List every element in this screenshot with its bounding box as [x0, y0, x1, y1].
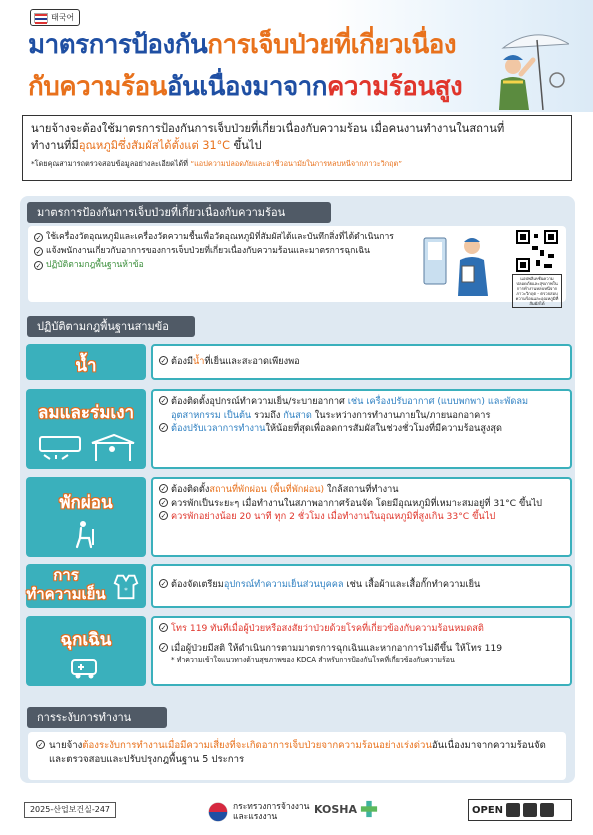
check-icon: ✓ — [160, 643, 167, 652]
license-attribution-icon — [506, 803, 520, 817]
work-suspension-box — [28, 732, 566, 780]
ministry-name: กระทรวงการจ้างงานและแรงงาน — [233, 802, 310, 822]
list-item — [34, 260, 424, 271]
rule-content-rest — [151, 477, 572, 557]
rule-highlight: สถานที่พักผ่อน (พื้นที่พักผ่อน) — [209, 484, 325, 495]
language-tag — [30, 9, 80, 26]
rule-text: เมื่อผู้ป่วยมีสติ ให้ดำเนินการตามมาตรการฉุกเฉินและหากอาการไม่ดีขึ้น ให้โทร 119 — [171, 642, 503, 654]
rule-row-cooling — [26, 564, 572, 608]
rule-line — [159, 642, 564, 656]
rule-label-water — [26, 344, 146, 380]
rule-text: ควรพักเป็นระยะๆ เมื่อทำงานในสภาพอากาศร้อนจัด โดยมีอุณหภูมิที่เหมาะสมอยู่ที่ 31°C ขึ้นไป — [171, 497, 543, 509]
rule-text: ที่เย็นและสะอาดเพียงพอ — [204, 356, 300, 367]
ambulance-icon — [70, 656, 100, 680]
rule-highlight: กันสาด — [283, 409, 312, 421]
prevention-list — [34, 232, 424, 274]
check-icon: ✓ — [160, 357, 167, 365]
rule-text: ใกล้สถานที่ทำงาน — [324, 484, 399, 495]
kosha-cross-icon — [360, 800, 378, 818]
app-name-link[interactable]: “แอปความปลอดภัยและอาชีวอนามัยในการหลบหนีจากภาวะวิกฤต” — [190, 159, 403, 168]
title-segment: อันเนื่องมาจาก — [166, 72, 328, 102]
rule-text: ให้น้อยที่สุดเพื่อลดการสัมผัสในช่วงชั่วโมงที่มีความร้อนสูงสุด — [265, 423, 502, 434]
check-icon: ✓ — [37, 741, 44, 749]
check-icon: ✓ — [160, 498, 167, 507]
kosha-logo — [314, 800, 378, 818]
suspension-text: นายจ้าง — [49, 740, 83, 751]
worker-thermometer-illustration — [422, 232, 508, 296]
rule-text: เช่น เสื้อผ้าและเสื้อกั๊กทำความเย็น — [343, 579, 481, 590]
note-text: *โดยคุณสามารถตรวจสอบข้อมูลอย่างละเอียดได้ที่ — [31, 159, 191, 168]
page-title-line2 — [28, 72, 462, 102]
rule-footnote: * ทำความเข้าใจแนวทางด้านสุขภาพของ KDCA สำหรับการป้องกันโรคที่เกี่ยวข้องกับความร้อน — [171, 656, 455, 664]
cooling-vest-icon — [112, 572, 140, 600]
resting-person-icon — [71, 519, 101, 549]
worker-umbrella-illustration — [473, 30, 569, 110]
rule-text: ต้องมี — [171, 356, 194, 367]
title-segment: การเจ็บป่วยที่เกี่ยวเนื่อง — [207, 30, 457, 60]
ministry-logo — [207, 798, 313, 826]
qr-caption: แอปพลิเคชันความปลอดภัยและสุขภาพในการทำงานหลบหนีจากภาวะวิกฤต - ตรวจสอบความร้อนและอุณหภูมิที่สัมผัสได้ — [512, 274, 562, 308]
section-heading-basic-rules: ปฏิบัติตามกฎพื้นฐานสามข้อ — [27, 316, 195, 337]
intro-text: ขึ้นไป — [229, 139, 262, 152]
rule-content-water — [151, 344, 572, 380]
rule-text: รวมถึง — [251, 409, 284, 421]
document-code: 2025-산업보건실-247 — [24, 802, 116, 818]
check-icon: ✓ — [160, 512, 167, 520]
qr-code-icon[interactable] — [516, 230, 558, 272]
rule-label-emergency — [26, 616, 146, 686]
rule-line — [159, 510, 564, 524]
license-noderivs-icon — [540, 803, 554, 817]
rule-label-text: การทำความเย็น — [26, 566, 106, 603]
check-icon: ✓ — [160, 485, 167, 493]
rule-line — [159, 422, 564, 436]
rule-label-text: ฉุกเฉิน — [60, 630, 112, 650]
section-heading-work-suspension: การระงับการทำงาน — [27, 707, 167, 728]
title-segment: กับความร้อน — [28, 72, 167, 102]
check-icon: ✓ — [35, 248, 42, 256]
suspension-highlight: ต้องระงับการทำงานเมื่อมีความเสี่ยงที่จะเกิดอาการเจ็บป่วยจากความร้อนอย่างเร่งด่วน — [82, 740, 432, 751]
thailand-flag-icon — [34, 13, 48, 23]
rule-row-emergency — [26, 616, 572, 686]
title-segment: มาตรการป้องกัน — [28, 30, 208, 60]
language-label: 태국어 — [51, 13, 75, 22]
rule-label-wind-shade — [26, 389, 146, 469]
license-noncommercial-icon — [523, 803, 537, 817]
rule-line — [159, 483, 564, 497]
kosha-label: KOSHA — [314, 802, 358, 816]
list-item-text: ใช้เครื่องวัดอุณหภูมิและเครื่องวัดความชื้นเพื่อวัดอุณหภูมิที่สัมผัสได้และบันทึกสิ่งที่ได้ดำเนินการ — [46, 232, 394, 242]
rule-content-wind-shade — [151, 389, 572, 469]
rule-label-text: น้ำ — [75, 356, 97, 376]
air-conditioner-shade-icon — [36, 431, 136, 461]
check-icon: ✓ — [35, 262, 42, 270]
list-item — [34, 246, 424, 257]
rule-line — [159, 395, 564, 422]
qr-code-block[interactable] — [512, 230, 562, 306]
intro-note — [31, 158, 563, 170]
check-icon: ✓ — [160, 580, 167, 588]
rule-highlight: โทร 119 ทันทีเมื่อผู้ป่วยหรือสงสัยว่าป่วยด้วยโรคที่เกี่ยวข้องกับความร้อนหมดสติ — [171, 623, 484, 634]
rule-line — [159, 622, 564, 636]
open-label: OPEN — [472, 804, 504, 816]
rule-text: ในระหว่างการทำงานภายใน/ภายนอกอาคาร — [311, 409, 491, 421]
check-icon: ✓ — [35, 234, 42, 242]
svg-text:*: * — [124, 585, 128, 595]
title-segment: ความร้อนสูง — [327, 72, 463, 102]
rule-highlight: ควรพักอย่างน้อย 20 นาที ทุก 2 ชั่วโมง เมื่อทำงานในอุณหภูมิที่สูงเกิน 33°C ขึ้นไป — [171, 511, 496, 522]
rule-line — [159, 497, 564, 511]
section-heading-prevention: มาตรการป้องกันการเจ็บป่วยที่เกี่ยวเนื่องกับความร้อน — [27, 202, 331, 223]
rule-highlight: น้ำ — [193, 356, 205, 367]
rule-label-text: พักผ่อน — [59, 493, 113, 513]
rule-content-cooling — [151, 564, 572, 608]
rule-text: ต้องจัดเตรียม — [171, 579, 224, 590]
list-item-text: แจ้งพนักงานเกี่ยวกับอาการของการเจ็บป่วยที่เกี่ยวเนื่องกับความร้อนและมาตรการฉุกเฉิน — [46, 246, 371, 256]
open-license-badge — [468, 799, 572, 821]
rule-text: ต้องติดตั้งอุปกรณ์ทำความเย็น/ระบายอากาศ — [171, 396, 348, 407]
check-icon: ✓ — [160, 624, 167, 632]
prevention-box — [28, 226, 566, 306]
rule-label-cooling — [26, 564, 146, 608]
check-icon: ✓ — [160, 397, 167, 405]
check-icon: ✓ — [160, 424, 167, 432]
list-item — [34, 232, 424, 243]
suspension-text: อันเนื่องมาจากความร้อนจัด และตรวจสอบและปรับปรุงกฎพื้นฐาน 5 ประการ — [49, 740, 546, 765]
rule-highlight: เช่น เครื่องปรับอากาศ (แบบพกพา) และพัดลมอุตสาหกรรม เป็นต้น — [171, 396, 529, 421]
ministry-emblem-icon — [207, 801, 229, 823]
page-title-line1 — [28, 30, 456, 60]
rule-line — [159, 355, 564, 369]
intro-line2 — [31, 137, 563, 154]
rule-row-rest — [26, 477, 572, 557]
rule-row-wind-shade — [26, 389, 572, 469]
rule-line — [159, 578, 564, 592]
rule-highlight: ต้องปรับเวลาการทำงาน — [171, 423, 266, 434]
rule-text: ต้องติดตั้ง — [171, 484, 210, 495]
intro-line1: นายจ้างจะต้องใช้มาตรการป้องกันการเจ็บป่วยที่เกี่ยวเนื่องกับความร้อน เมื่อคนงานทำงานในสถานที่ — [31, 122, 505, 135]
intro-box — [22, 115, 572, 181]
intro-text: ทำงานที่มี — [31, 139, 79, 152]
rule-content-emergency — [151, 616, 572, 686]
list-item-text: ปฏิบัติตามกฎพื้นฐานห้าข้อ — [46, 260, 144, 270]
suspension-line — [36, 739, 558, 767]
rule-highlight: อุปกรณ์ทำความเย็นส่วนบุคคล — [223, 579, 344, 590]
intro-highlight: อุณหภูมิซึ่งสัมผัสได้ตั้งแต่ 31°C — [78, 139, 230, 152]
rule-row-water — [26, 344, 572, 380]
rule-label-rest — [26, 477, 146, 557]
rule-label-text: ลมและร่มเงา — [37, 403, 135, 423]
